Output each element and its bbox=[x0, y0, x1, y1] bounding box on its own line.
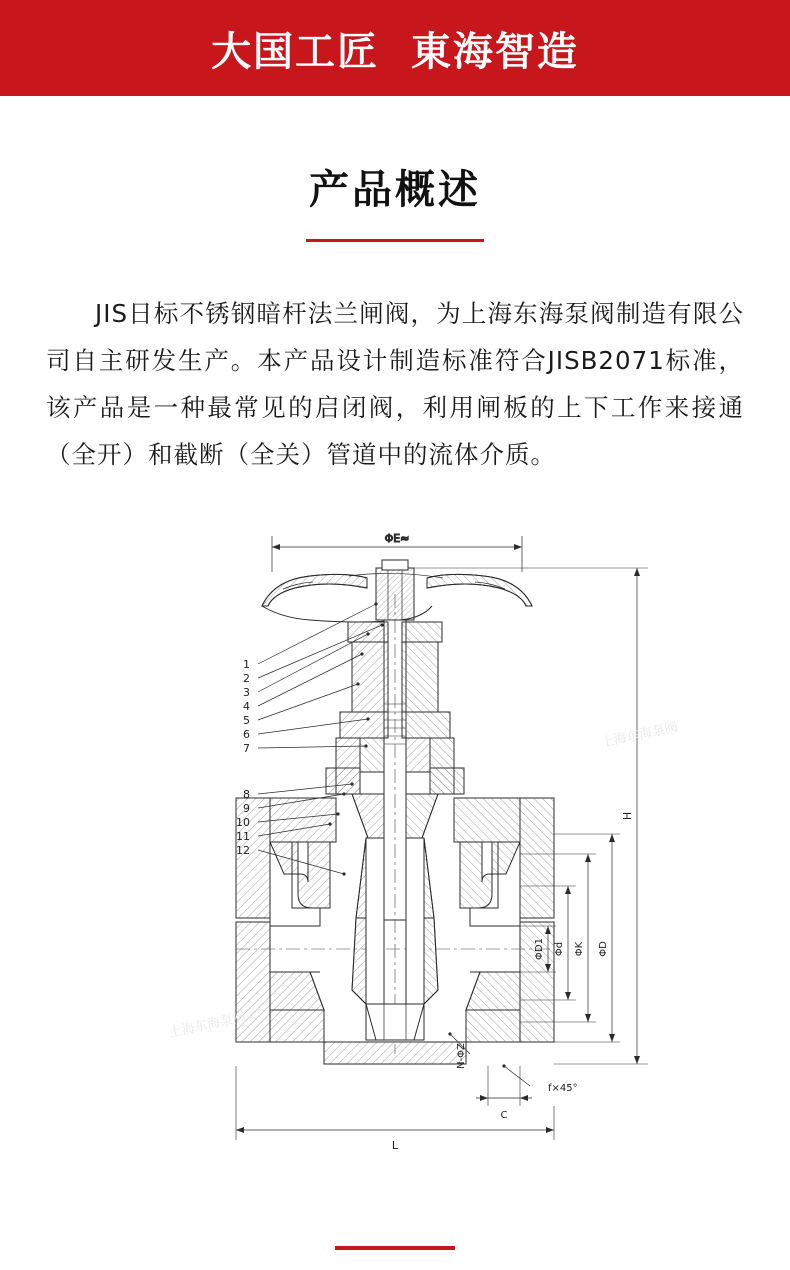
callout-10: 10 bbox=[236, 816, 250, 829]
callout-numbers bbox=[236, 658, 250, 857]
callout-9: 9 bbox=[243, 802, 250, 815]
dimension-label-phiE: ΦE≈ bbox=[384, 532, 410, 545]
dimension-label-L: L bbox=[391, 1139, 399, 1152]
dimension-label-phiD1: ΦD1 bbox=[534, 938, 545, 960]
section-header bbox=[0, 158, 790, 242]
product-overview-paragraph: JIS日标不锈钢暗杆法兰闸阀，为上海东海泵阀制造有限公司自主研发生产。本产品设计制造标准符合JISB2071标准，该产品是一种最常见的启闭阀，利用闸板的上下工作来接通（全开）和截断（全关）管道中的流体介质。 bbox=[46, 299, 744, 469]
dimension-label-C: C bbox=[500, 1110, 508, 1121]
callout-4: 4 bbox=[243, 700, 250, 713]
gate-valve-diagram bbox=[0, 494, 790, 1184]
dimension-label-f45: f×45° bbox=[548, 1083, 578, 1094]
dimension-label-phiK: ΦK bbox=[574, 941, 585, 957]
banner-title: 大国工匠 東海智造 bbox=[211, 28, 579, 75]
callout-7: 7 bbox=[243, 742, 250, 755]
title-underline-rule bbox=[306, 239, 484, 242]
dimension-label-N-phiZ: N-ΦZ bbox=[456, 1043, 467, 1069]
page-title: 产品概述 bbox=[309, 167, 481, 213]
watermark-1: 上海东海泵阀 bbox=[167, 1010, 248, 1041]
bottom-accent-rule bbox=[335, 1246, 455, 1250]
callout-2: 2 bbox=[243, 672, 250, 685]
dimension-label-phiD: ΦD bbox=[598, 941, 609, 957]
callout-8: 8 bbox=[243, 788, 250, 801]
callout-11: 11 bbox=[236, 830, 250, 843]
watermark-2: 上海东海泵阀 bbox=[599, 720, 680, 751]
callout-3: 3 bbox=[243, 686, 250, 699]
callout-6: 6 bbox=[243, 728, 250, 741]
callout-12: 12 bbox=[236, 844, 250, 857]
dimension-label-H: H bbox=[621, 811, 634, 821]
top-banner bbox=[0, 0, 790, 96]
product-technical-drawing bbox=[0, 494, 790, 1184]
dimension-label-phid: Φd bbox=[554, 941, 565, 957]
callout-5: 5 bbox=[243, 714, 250, 727]
callout-1: 1 bbox=[243, 658, 250, 671]
